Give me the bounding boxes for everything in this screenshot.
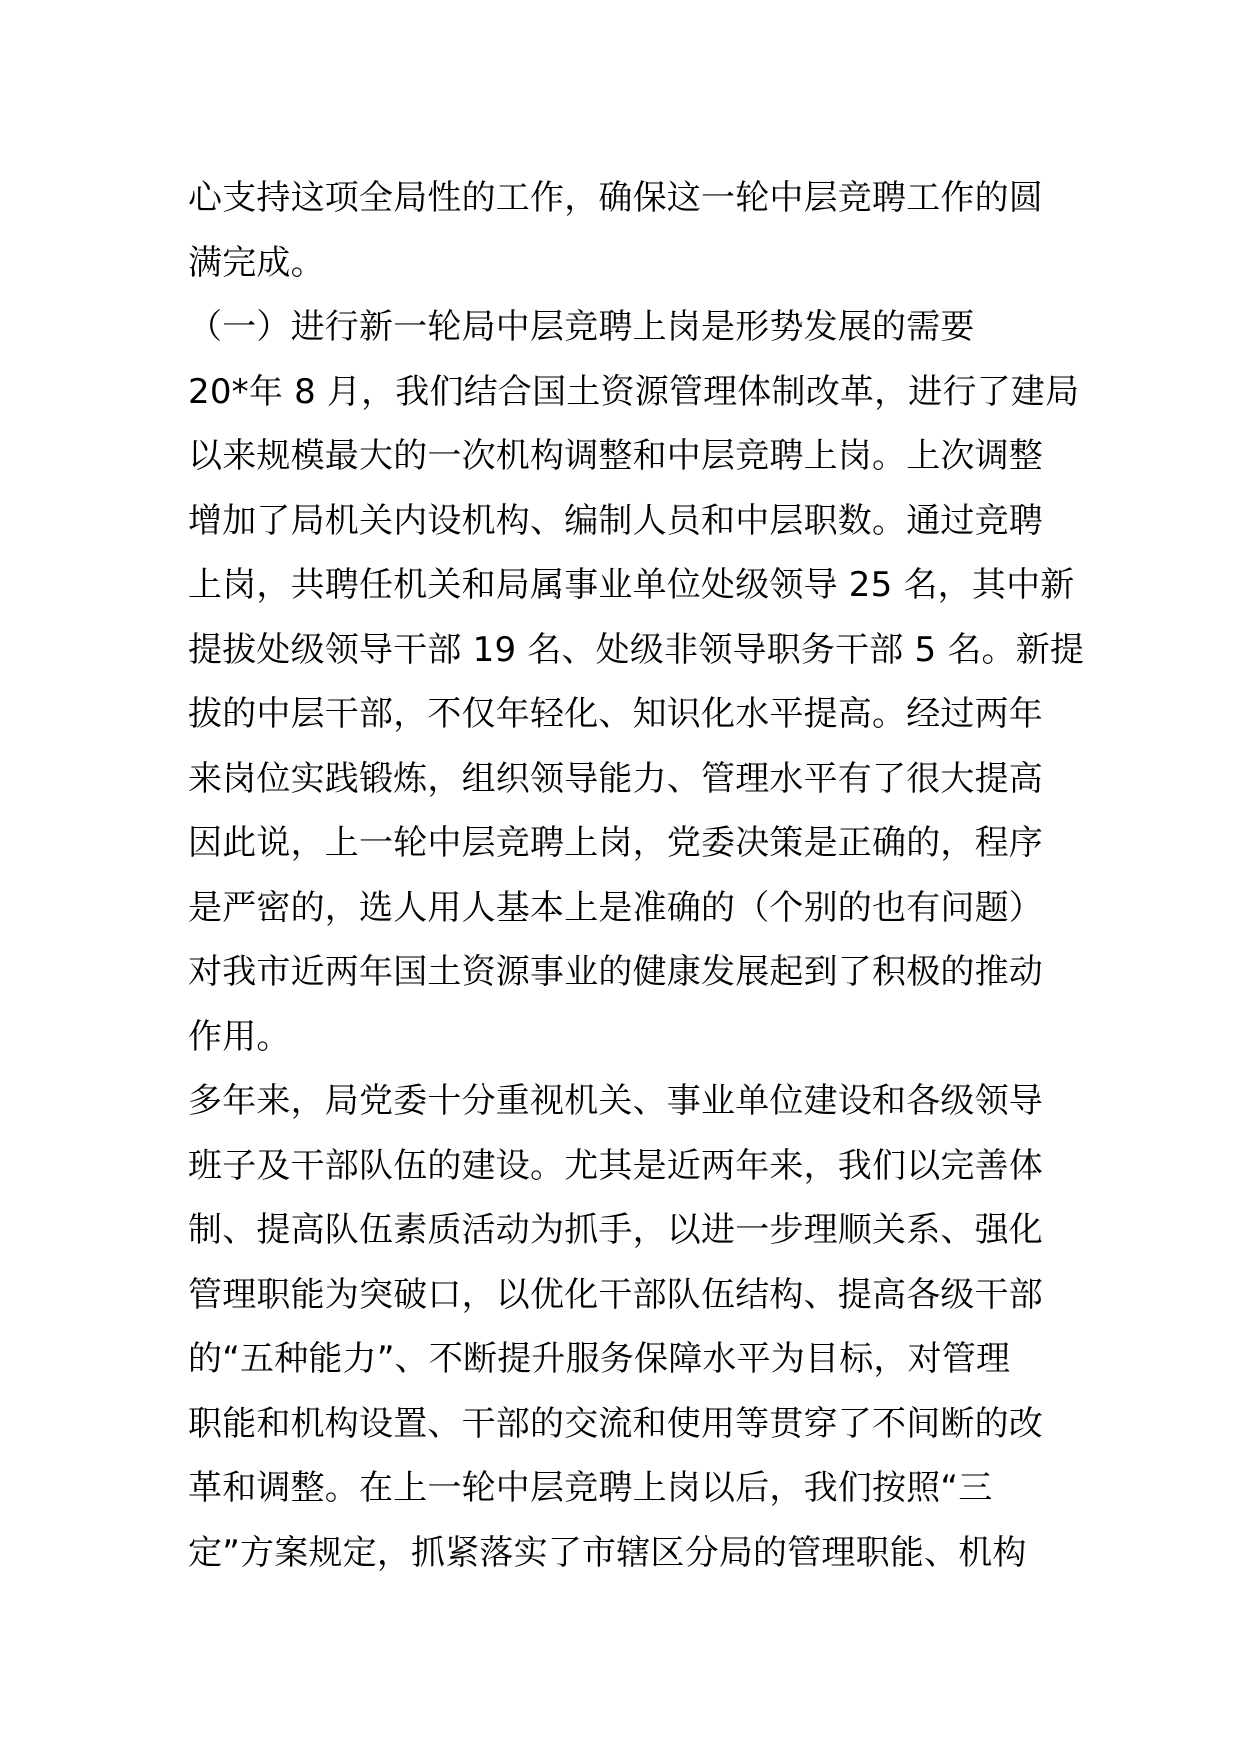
paragraph-continuation [188,166,1058,295]
text-line: 提拔处级领导干部 19 名、处级非领导职务干部 5 名。新提 [188,629,1085,670]
text-line: 满完成。 [188,242,325,283]
text-line: 拔的中层干部，不仅年轻化、知识化水平提高。经过两年 [188,694,1043,734]
document-body [188,166,1085,1585]
text-line: 20*年 8 月，我们结合国土资源管理体制改革，进行了建局 [188,371,1080,412]
text-line: 因此说，上一轮中层竞聘上岗，党委决策是正确的，程序 [188,823,1043,863]
paragraph-body [188,360,1085,1070]
text-line: 班子及干部队伍的建设。尤其是近两年来，我们以完善体 [188,1145,1043,1186]
section-heading [188,295,1058,360]
text-line: 来岗位实践锻炼，组织领导能力、管理水平有了很大提高 [188,758,1043,799]
text-line: 多年来，局党委十分重视机关、事业单位建设和各级领导 [188,1081,1043,1121]
text-line: 以来规模最大的一次机构调整和中层竞聘上岗。上次调整 [188,436,1043,476]
text-line: 心支持这项全局性的工作，确保这一轮中层竞聘工作的圆 [188,178,1043,218]
text-line: 职能和机构设置、干部的交流和使用等贯穿了不间断的改 [188,1403,1043,1444]
paragraph-body [188,1069,1058,1585]
text-line: 增加了局机关内设机构、编制人员和中层职数。通过竞聘 [188,500,1043,541]
text-line: 上岗，共聘任机关和局属事业单位处级领导 25 名，其中新 [188,565,1075,605]
text-line: 管理职能为突破口，以优化干部队伍结构、提高各级干部 [188,1274,1043,1315]
text-line: 的“五种能力”、不断提升服务保障水平为目标，对管理 [188,1339,1011,1379]
text-line: 对我市近两年国土资源事业的健康发展起到了积极的推动 [188,952,1043,992]
text-line: 是严密的，选人用人基本上是准确的（个别的也有问题） [188,887,1043,928]
text-line: 作用。 [188,1016,291,1057]
text-line: 定”方案规定，抓紧落实了市辖区分局的管理职能、机构 [188,1532,1027,1573]
heading-line: （一）进行新一轮局中层竞聘上岗是形势发展的需要 [188,307,975,347]
text-line: 制、提高队伍素质活动为抓手，以进一步理顺关系、强化 [188,1210,1043,1250]
text-line: 革和调整。在上一轮中层竞聘上岗以后，我们按照“三 [188,1468,993,1508]
